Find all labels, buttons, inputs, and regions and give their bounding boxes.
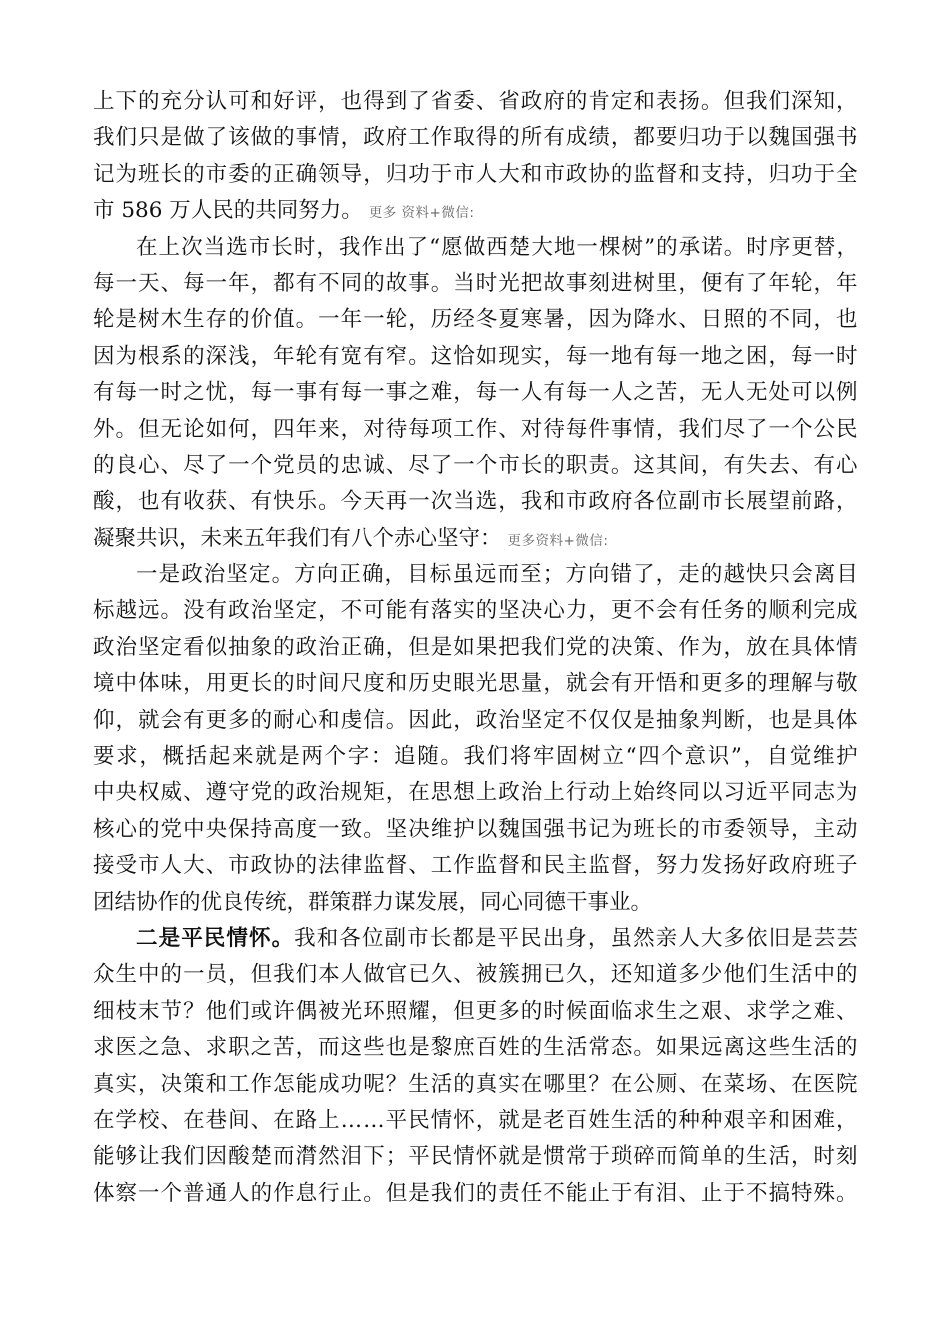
text-line: 标 越 远 。 没 有 政 治 坚 定 ， 不 可 能 有 落 实 的 坚 决 心 力 ， 更 不 会 有 任 务 的 顺 利 完 成 <box>93 598 858 624</box>
text-line <box>93 193 858 229</box>
watermark-note: 更多资料+微信: <box>507 532 609 549</box>
text-line: 核 心 的 党 中 央 保 持 高 度 一 致 。 坚 决 维 护 以 魏 国 强 书 记 为 班 长 的 市 委 领 导 ， 主 动 <box>93 816 858 842</box>
text-line: 能 够 让 我 们 因 酸 楚 而 潸 然 泪 下 ； 平 民 情 怀 就 是 惯 常 于 琐 碎 而 简 单 的 生 活 ， 时 刻 <box>93 1144 858 1170</box>
text-line: 政 治 坚 定 看 似 抽 象 的 政 治 正 确 ， 但 是 如 果 把 我 们 党 的 决 策 、 作 为 ， 放 在 具 体 情 <box>93 634 858 660</box>
text-line: 有 每 一 时 之 忧 ， 每 一 事 有 每 一 事 之 难 ， 每 一 人 有 每 一 人 之 苦 ， 无 人 无 处 可 以 例 <box>93 380 858 406</box>
text-line: 众 生 中 的 一 员 ， 但 我 们 本 人 做 官 已 久 、 被 簇 拥 已 久 ， 还 知 道 多 少 他 们 生 活 中 的 <box>93 962 858 988</box>
text-line: 中 央 权 威 、 遵 守 党 的 政 治 规 矩 ， 在 思 想 上 政 治 上 行 动 上 始 终 同 以 习 近 平 同 志 为 <box>93 780 858 806</box>
document-body <box>93 84 858 1212</box>
text-line: 境 中 体 味 ， 用 更 长 的 时 间 尺 度 和 历 史 眼 光 思 量 ， 就 会 有 开 悟 和 更 多 的 理 解 与 敬 <box>93 671 858 697</box>
text-line: 因 为 根 系 的 深 浅 ， 年 轮 有 宽 有 窄 。 这 恰 如 现 实 ， 每 一 地 有 每 一 地 之 困 ， 每 一 时 <box>93 343 858 369</box>
text-line: 真 实 ， 决 策 和 工 作 怎 能 成 功 呢 ？ 生 活 的 真 实 在 哪 里 ？ 在 公 厕 、 在 菜 场 、 在 医 院 <box>93 1071 858 1097</box>
text-line: 酸 ， 也 有 收 获 、 有 快 乐 。 今 天 再 一 次 当 选 ， 我 和 市 政 府 各 位 副 市 长 展 望 前 路 ， <box>93 489 858 515</box>
paragraph-1 <box>93 84 858 230</box>
text-line: 每 一 天 、 每 一 年 ， 都 有 不 同 的 故 事 。 当 时 光 把 故 事 刻 进 树 里 ， 便 有 了 年 轮 ， 年 <box>93 270 858 296</box>
text-line: 轮 是 树 木 生 存 的 价 值 。 一 年 一 轮 ， 历 经 冬 夏 寒 暑 ， 因 为 降 水 、 日 照 的 不 同 ， 也 <box>93 307 858 333</box>
text-line: 在 上 次 当 选 市 长 时 ， 我 作 出 了 “ 愿 做 西 楚 大 地 一 棵 树 ” 的 承 诺 。 时 序 更 替 ， <box>136 234 858 260</box>
text-line: 团结协作的优良传统，群策群力谋发展，同心同德干事业。 <box>93 889 653 915</box>
text-line: 一 是 政 治 坚 定 。 方 向 正 确 ， 目 标 虽 远 而 至 ； 方 向 错 了 ， 走 的 越 快 只 会 离 目 <box>136 562 858 588</box>
text-line: 上 下 的 充 分 认 可 和 好 评 ， 也 得 到 了 省 委 、 省 政 府 的 肯 定 和 表 扬 。 但 我 们 深 知 ， <box>93 89 858 114</box>
text-line: 要 求 ， 概 括 起 来 就 是 两 个 字 ： 追 随 。 我 们 将 牢 固 树 立 “ 四 个 意 识 ” ， 自 觉 维 护 <box>93 744 858 770</box>
text-line <box>93 521 858 557</box>
text-line: 二 是 平 民 情 怀 。 我 和 各 位 副 市 长 都 是 平 民 出 身 ， 虽 然 亲 人 大 多 依 旧 是 芸 芸 <box>136 925 858 951</box>
text-line: 外 。 但 无 论 如 何 ， 四 年 来 ， 对 待 每 项 工 作 、 对 待 每 件 事 情 ， 我 们 尽 了 一 个 公 民 <box>93 416 858 442</box>
text-line: 在 学 校 、 在 巷 间 、 在 路 上 … … 平 民 情 怀 ， 就 是 老 百 姓 生 活 的 种 种 艰 辛 和 困 难 ， <box>93 1107 858 1133</box>
text-line: 仰 ， 就 会 有 更 多 的 耐 心 和 虔 信 。 因 此 ， 政 治 坚 定 不 仅 仅 是 抽 象 判 断 ， 也 是 具 体 <box>93 707 858 733</box>
paragraph-4 <box>93 921 858 1212</box>
text-line: 记 为 班 长 的 市 委 的 正 确 领 导 ， 归 功 于 市 人 大 和 市 政 协 的 监 督 和 支 持 ， 归 功 于 全 <box>93 161 858 187</box>
text-line: 体 察 一 个 普 通 人 的 作 息 行 止 。 但 是 我 们 的 责 任 不 能 止 于 有 泪 、 止 于 不 搞 特 殊 。 <box>93 1180 858 1206</box>
text-line: 细 枝 末 节 ？ 他 们 或 许 偶 被 光 环 照 耀 ， 但 更 多 的 时 候 面 临 求 生 之 艰 、 求 学 之 难 、 <box>93 998 858 1024</box>
paragraph-3 <box>93 557 858 921</box>
text-line-content: 市 586 万人民的共同努力。 <box>93 198 363 224</box>
text-line: 求 医 之 急 、 求 职 之 苦 ， 而 这 些 也 是 黎 庶 百 姓 的 生 活 常 态 。 如 果 远 离 这 些 生 活 的 <box>93 1035 858 1061</box>
text-line: 我 们 只 是 做 了 该 做 的 事 情 ， 政 府 工 作 取 得 的 所 有 成 绩 ， 都 要 归 功 于 以 魏 国 强 书 <box>93 125 858 151</box>
paragraph-2 <box>93 230 858 558</box>
text-line: 接 受 市 人 大 、 市 政 协 的 法 律 监 督 、 工 作 监 督 和 民 主 监 督 ， 努 力 发 扬 好 政 府 班 子 <box>93 853 858 879</box>
text-line-content: 凝聚共识，未来五年我们有八个赤心坚守： <box>93 525 502 551</box>
watermark-note: 更多 资料+微信: <box>368 205 475 222</box>
text-line: 的 良 心 、 尽 了 一 个 党 员 的 忠 诚 、 尽 了 一 个 市 长 的 职 责 。 这 其 间 ， 有 失 去 、 有 心 <box>93 452 858 478</box>
